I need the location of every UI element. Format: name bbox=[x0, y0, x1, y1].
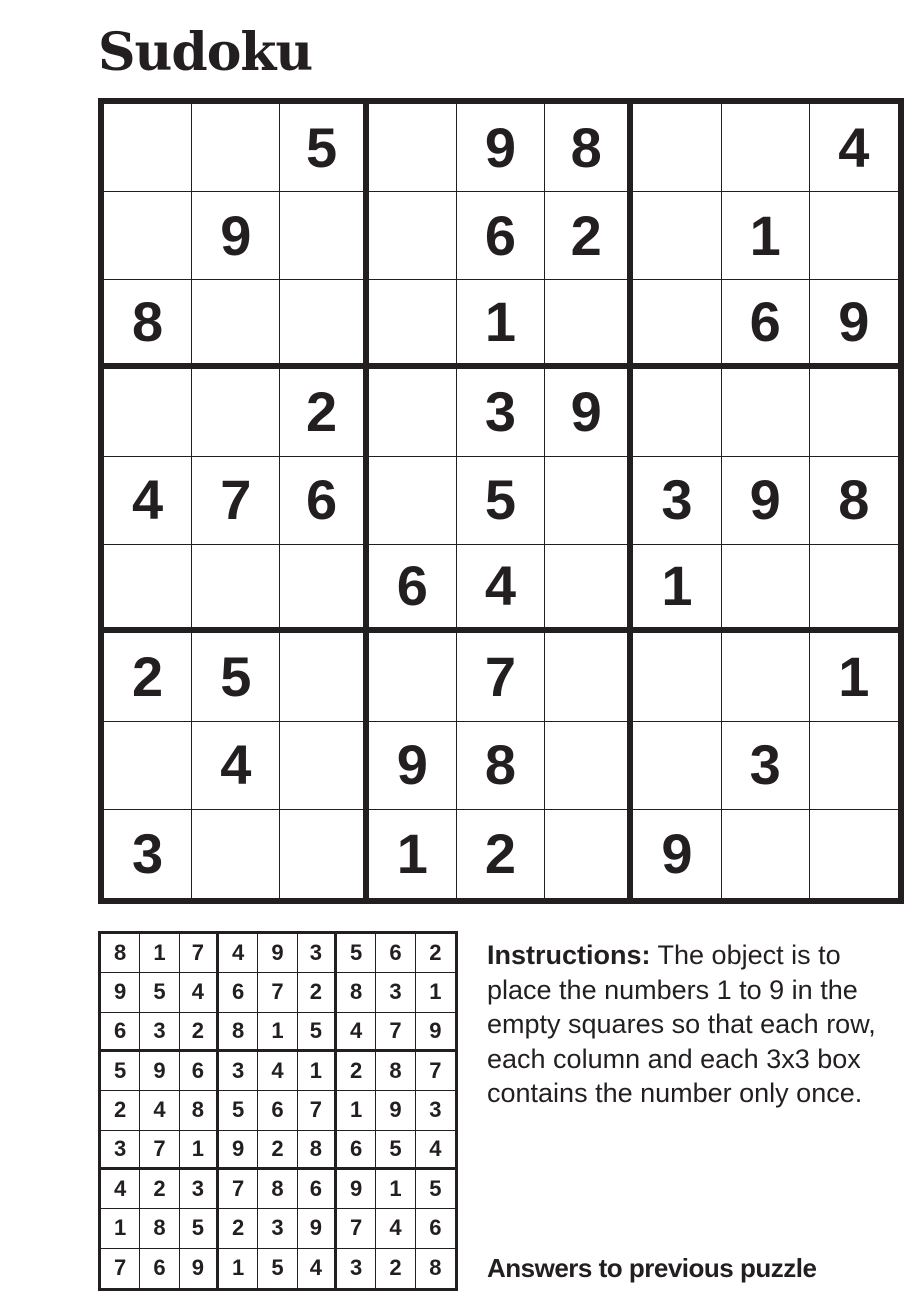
empty-cell[interactable] bbox=[104, 369, 192, 457]
answer-cell: 8 bbox=[376, 1052, 415, 1091]
given-cell: 6 bbox=[722, 280, 810, 368]
given-cell: 5 bbox=[457, 457, 545, 545]
answer-cell: 5 bbox=[219, 1091, 258, 1130]
empty-cell[interactable] bbox=[192, 369, 280, 457]
given-cell: 1 bbox=[633, 545, 721, 633]
empty-cell[interactable] bbox=[192, 545, 280, 633]
given-cell: 6 bbox=[369, 545, 457, 633]
answer-cell: 3 bbox=[219, 1052, 258, 1091]
answer-cell: 1 bbox=[416, 973, 455, 1012]
answer-cell: 5 bbox=[416, 1170, 455, 1209]
empty-cell[interactable] bbox=[633, 280, 721, 368]
instructions-text: The object is to place the numbers 1 to 9 in the empty squares so that each row, each column and each 3x3 box contains the number only once. bbox=[487, 940, 876, 1108]
empty-cell[interactable] bbox=[192, 280, 280, 368]
given-cell: 6 bbox=[457, 192, 545, 280]
empty-cell[interactable] bbox=[369, 280, 457, 368]
empty-cell[interactable] bbox=[369, 457, 457, 545]
empty-cell[interactable] bbox=[722, 369, 810, 457]
empty-cell[interactable] bbox=[104, 104, 192, 192]
answer-cell: 4 bbox=[416, 1131, 455, 1170]
answer-cell: 3 bbox=[180, 1170, 219, 1209]
empty-cell[interactable] bbox=[722, 104, 810, 192]
answer-cell: 4 bbox=[298, 1249, 337, 1288]
answer-cell: 5 bbox=[298, 1013, 337, 1052]
answer-cell: 9 bbox=[219, 1131, 258, 1170]
given-cell: 2 bbox=[280, 369, 368, 457]
empty-cell[interactable] bbox=[633, 192, 721, 280]
answer-cell: 5 bbox=[180, 1209, 219, 1248]
answer-cell: 7 bbox=[140, 1131, 179, 1170]
answer-cell: 1 bbox=[376, 1170, 415, 1209]
answer-cell: 6 bbox=[416, 1209, 455, 1248]
answer-cell: 8 bbox=[140, 1209, 179, 1248]
answer-cell: 2 bbox=[416, 934, 455, 973]
answer-cell: 5 bbox=[101, 1052, 140, 1091]
answer-cell: 4 bbox=[101, 1170, 140, 1209]
answer-cell: 2 bbox=[180, 1013, 219, 1052]
empty-cell[interactable] bbox=[545, 633, 633, 721]
empty-cell[interactable] bbox=[633, 722, 721, 810]
given-cell: 5 bbox=[192, 633, 280, 721]
empty-cell[interactable] bbox=[633, 633, 721, 721]
sudoku-puzzle-grid bbox=[98, 98, 904, 904]
empty-cell[interactable] bbox=[545, 810, 633, 898]
empty-cell[interactable] bbox=[369, 633, 457, 721]
answer-cell: 6 bbox=[337, 1131, 376, 1170]
answer-cell: 7 bbox=[219, 1170, 258, 1209]
answer-cell: 8 bbox=[258, 1170, 297, 1209]
answer-cell: 7 bbox=[298, 1091, 337, 1130]
answer-cell: 4 bbox=[140, 1091, 179, 1130]
given-cell: 9 bbox=[369, 722, 457, 810]
empty-cell[interactable] bbox=[369, 104, 457, 192]
empty-cell[interactable] bbox=[810, 810, 898, 898]
answer-cell: 1 bbox=[298, 1052, 337, 1091]
given-cell: 3 bbox=[722, 722, 810, 810]
given-cell: 3 bbox=[104, 810, 192, 898]
answer-cell: 9 bbox=[298, 1209, 337, 1248]
answer-cell: 2 bbox=[337, 1052, 376, 1091]
answer-cell: 6 bbox=[298, 1170, 337, 1209]
answer-cell: 3 bbox=[140, 1013, 179, 1052]
given-cell: 2 bbox=[104, 633, 192, 721]
answer-cell: 8 bbox=[101, 934, 140, 973]
answers-caption: Answers to previous puzzle bbox=[487, 1253, 817, 1283]
answer-cell: 5 bbox=[337, 934, 376, 973]
given-cell: 8 bbox=[545, 104, 633, 192]
empty-cell[interactable] bbox=[722, 545, 810, 633]
answer-grid bbox=[98, 931, 458, 1291]
answer-cell: 2 bbox=[140, 1170, 179, 1209]
answer-cell: 7 bbox=[416, 1052, 455, 1091]
page-title: Sudoku bbox=[98, 22, 313, 83]
answer-cell: 1 bbox=[140, 934, 179, 973]
given-cell: 9 bbox=[633, 810, 721, 898]
answer-cell: 7 bbox=[258, 973, 297, 1012]
empty-cell[interactable] bbox=[280, 633, 368, 721]
answer-cell: 8 bbox=[298, 1131, 337, 1170]
empty-cell[interactable] bbox=[280, 810, 368, 898]
empty-cell[interactable] bbox=[722, 633, 810, 721]
answer-cell: 5 bbox=[376, 1131, 415, 1170]
empty-cell[interactable] bbox=[280, 722, 368, 810]
answer-cell: 4 bbox=[376, 1209, 415, 1248]
given-cell: 2 bbox=[545, 192, 633, 280]
answer-cell: 1 bbox=[258, 1013, 297, 1052]
answer-cell: 7 bbox=[376, 1013, 415, 1052]
given-cell: 4 bbox=[104, 457, 192, 545]
instructions-label: Instructions: bbox=[487, 940, 651, 970]
given-cell: 9 bbox=[810, 280, 898, 368]
answer-cell: 2 bbox=[376, 1249, 415, 1288]
answer-cell: 8 bbox=[219, 1013, 258, 1052]
empty-cell[interactable] bbox=[192, 104, 280, 192]
given-cell: 3 bbox=[457, 369, 545, 457]
given-cell: 1 bbox=[810, 633, 898, 721]
answer-cell: 3 bbox=[258, 1209, 297, 1248]
answer-cell: 9 bbox=[416, 1013, 455, 1052]
answer-cell: 6 bbox=[140, 1249, 179, 1288]
given-cell: 4 bbox=[192, 722, 280, 810]
answer-cell: 3 bbox=[376, 973, 415, 1012]
empty-cell[interactable] bbox=[280, 192, 368, 280]
answer-cell: 8 bbox=[180, 1091, 219, 1130]
answer-cell: 8 bbox=[337, 973, 376, 1012]
given-cell: 7 bbox=[192, 457, 280, 545]
instructions bbox=[487, 938, 897, 1111]
answer-cell: 4 bbox=[337, 1013, 376, 1052]
empty-cell[interactable] bbox=[104, 192, 192, 280]
answer-cell: 3 bbox=[101, 1131, 140, 1170]
answer-cell: 9 bbox=[376, 1091, 415, 1130]
answer-cell: 3 bbox=[416, 1091, 455, 1130]
given-cell: 1 bbox=[722, 192, 810, 280]
answer-cell: 1 bbox=[337, 1091, 376, 1130]
answer-cell: 9 bbox=[101, 973, 140, 1012]
answer-cell: 7 bbox=[101, 1249, 140, 1288]
answer-cell: 7 bbox=[337, 1209, 376, 1248]
given-cell: 4 bbox=[810, 104, 898, 192]
empty-cell[interactable] bbox=[104, 545, 192, 633]
given-cell: 8 bbox=[457, 722, 545, 810]
given-cell: 4 bbox=[457, 545, 545, 633]
given-cell: 8 bbox=[104, 280, 192, 368]
answer-cell: 1 bbox=[101, 1209, 140, 1248]
empty-cell[interactable] bbox=[192, 810, 280, 898]
answer-cell: 9 bbox=[258, 934, 297, 973]
empty-cell[interactable] bbox=[545, 457, 633, 545]
answer-cell: 2 bbox=[258, 1131, 297, 1170]
empty-cell[interactable] bbox=[810, 722, 898, 810]
empty-cell[interactable] bbox=[369, 192, 457, 280]
answer-cell: 6 bbox=[180, 1052, 219, 1091]
answer-cell: 2 bbox=[298, 973, 337, 1012]
empty-cell[interactable] bbox=[280, 545, 368, 633]
given-cell: 1 bbox=[369, 810, 457, 898]
answer-cell: 6 bbox=[219, 973, 258, 1012]
answer-cell: 3 bbox=[298, 934, 337, 973]
empty-cell[interactable] bbox=[545, 545, 633, 633]
given-cell: 1 bbox=[457, 280, 545, 368]
answer-cell: 2 bbox=[219, 1209, 258, 1248]
answer-cell: 6 bbox=[376, 934, 415, 973]
given-cell: 9 bbox=[457, 104, 545, 192]
given-cell: 7 bbox=[457, 633, 545, 721]
given-cell: 6 bbox=[280, 457, 368, 545]
answer-cell: 5 bbox=[140, 973, 179, 1012]
given-cell: 5 bbox=[280, 104, 368, 192]
given-cell: 9 bbox=[192, 192, 280, 280]
given-cell: 9 bbox=[722, 457, 810, 545]
empty-cell[interactable] bbox=[633, 104, 721, 192]
answer-cell: 6 bbox=[258, 1091, 297, 1130]
answer-cell: 8 bbox=[429, 1255, 442, 1281]
empty-cell[interactable] bbox=[545, 722, 633, 810]
answer-cell: 4 bbox=[180, 973, 219, 1012]
answer-cell: 2 bbox=[101, 1091, 140, 1130]
answer-cell: 1 bbox=[180, 1131, 219, 1170]
given-cell: 2 bbox=[457, 810, 545, 898]
answer-cell: 6 bbox=[101, 1013, 140, 1052]
empty-cell[interactable] bbox=[810, 192, 898, 280]
empty-cell[interactable] bbox=[633, 369, 721, 457]
answer-cell: 9 bbox=[337, 1170, 376, 1209]
empty-cell[interactable] bbox=[280, 280, 368, 368]
empty-cell[interactable] bbox=[545, 280, 633, 368]
empty-cell[interactable] bbox=[810, 369, 898, 457]
answer-cell: 4 bbox=[219, 934, 258, 973]
answer-cell: 5 bbox=[258, 1249, 297, 1288]
empty-cell[interactable] bbox=[104, 722, 192, 810]
given-cell: 8 bbox=[810, 457, 898, 545]
answer-cell: 7 bbox=[180, 934, 219, 973]
answer-cell: 3 bbox=[337, 1249, 376, 1288]
given-cell: 9 bbox=[545, 369, 633, 457]
empty-cell[interactable] bbox=[369, 369, 457, 457]
empty-cell[interactable] bbox=[722, 810, 810, 898]
answer-cell: 9 bbox=[140, 1052, 179, 1091]
answer-cell: 4 bbox=[258, 1052, 297, 1091]
empty-cell[interactable] bbox=[810, 545, 898, 633]
given-cell: 3 bbox=[633, 457, 721, 545]
answer-cell: 9 bbox=[180, 1249, 219, 1288]
answer-cell: 1 bbox=[219, 1249, 258, 1288]
